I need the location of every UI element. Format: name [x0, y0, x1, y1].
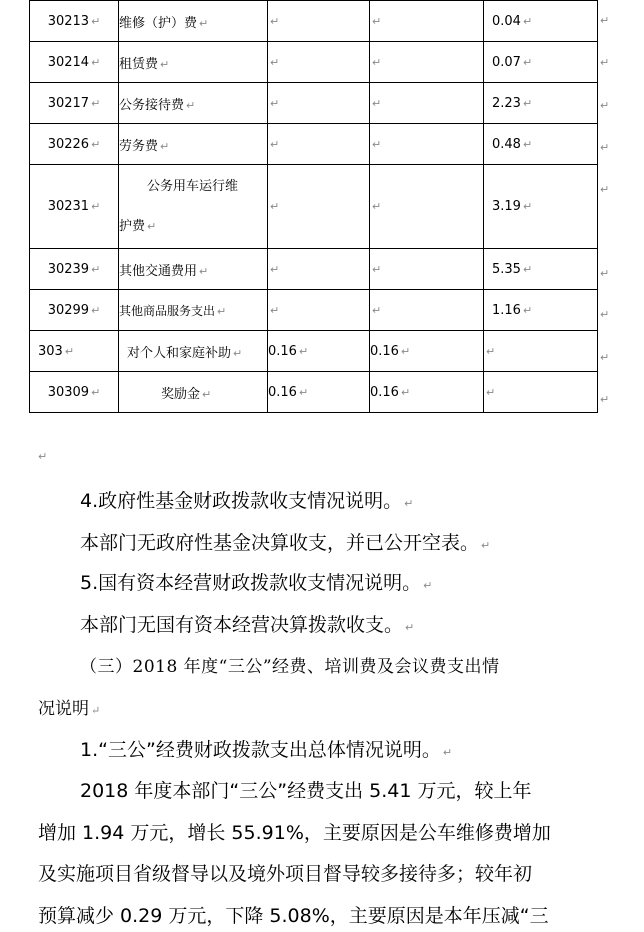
row-end-mark: ↵	[600, 14, 610, 27]
table-row	[30, 372, 598, 413]
table-row	[30, 249, 598, 290]
name-line-1: 公务用车运行维	[147, 178, 239, 194]
paragraph-line: 及实施项目省级督导以及境外项目督导较多接待多；较年初	[38, 863, 533, 885]
table-cell-name: 其他交通费用 ↵	[119, 249, 268, 290]
paragraph-line: 增加 1.94 万元，增长 55.91%，主要原因是公车维修费增加	[38, 822, 551, 844]
table-cell-code: 30309 ↵	[30, 372, 119, 413]
table-cell-value: 0.04 ↵	[484, 1, 598, 42]
table-cell-value: 0.48 ↵	[484, 124, 598, 165]
table-cell: ↵	[370, 165, 484, 249]
row-end-mark: ↵	[600, 267, 610, 280]
table-row	[30, 83, 598, 124]
table-cell: ↵	[370, 83, 484, 124]
table-cell-value: 0.16 ↵	[268, 331, 370, 372]
name-line-2: 护费 ↵	[119, 218, 157, 234]
table-row	[30, 1, 598, 42]
row-end-mark: ↵	[600, 351, 610, 364]
table-cell: ↵	[370, 42, 484, 83]
table-row	[30, 124, 598, 165]
table-cell-code: 30217 ↵	[30, 83, 119, 124]
table-cell: ↵	[484, 331, 598, 372]
paragraph: 本部门无政府性基金决算收支，并已公开空表。 ↵	[80, 532, 491, 554]
table-cell-code: 303 ↵	[30, 331, 119, 372]
table-cell-code: 30214 ↵	[30, 42, 119, 83]
table-cell: ↵	[268, 290, 370, 331]
table-cell-code: 30299 ↵	[30, 290, 119, 331]
table-row	[30, 42, 598, 83]
paragraph: 5.国有资本经营财政拨款收支情况说明。 ↵	[80, 572, 433, 594]
table-cell-name: 劳务费 ↵	[119, 124, 268, 165]
table-cell: ↵	[370, 124, 484, 165]
table-cell: ↵	[268, 165, 370, 249]
table-row	[30, 165, 598, 249]
row-end-mark: ↵	[600, 99, 610, 112]
paragraph-line: 预算减少 0.29 万元，下降 5.08%，主要原因是本年压减“三	[38, 905, 549, 927]
table-cell-code: 30226 ↵	[30, 124, 119, 165]
row-end-mark: ↵	[600, 183, 610, 196]
paragraph: 本部门无国有资本经营决算拨款收支。 ↵	[80, 614, 415, 636]
paragraph: 4.政府性基金财政拨款收支情况说明。 ↵	[80, 490, 414, 512]
table-cell-value: 0.07 ↵	[484, 42, 598, 83]
table-cell-name: 公务接待费 ↵	[119, 83, 268, 124]
table-cell-value: 2.23 ↵	[484, 83, 598, 124]
table-cell-name: 奖励金 ↵	[119, 372, 268, 413]
table-cell-value: 3.19 ↵	[484, 165, 598, 249]
table-cell-name: 维修（护）费 ↵	[119, 1, 268, 42]
table-cell: ↵	[370, 1, 484, 42]
table-cell-name: 对个人和家庭补助 ↵	[119, 331, 268, 372]
section-heading: （三）2018 年度“三公”经费、培训费及会议费支出情	[80, 657, 500, 677]
budget-table	[29, 0, 598, 413]
table-cell: ↵	[370, 249, 484, 290]
row-end-mark: ↵	[600, 308, 610, 321]
section-heading-cont: 况说明 ↵	[38, 699, 101, 719]
table-cell-value: 0.16 ↵	[370, 331, 484, 372]
table-cell-value: 0.16 ↵	[370, 372, 484, 413]
table-cell-code: 30239 ↵	[30, 249, 119, 290]
table-cell-name: 租赁费 ↵	[119, 42, 268, 83]
table-cell: ↵	[268, 1, 370, 42]
table-cell-name	[119, 165, 268, 249]
table-cell: ↵	[268, 83, 370, 124]
table-row	[30, 331, 598, 372]
paragraph: 1.“三公”经费财政拨款支出总体情况说明。 ↵	[80, 739, 453, 761]
table-row	[30, 290, 598, 331]
paragraph-mark: ↵	[38, 450, 48, 463]
paragraph-line: 2018 年度本部门“三公”经费支出 5.41 万元，较上年	[80, 780, 532, 802]
row-end-mark: ↵	[600, 393, 610, 406]
table-cell: ↵	[268, 42, 370, 83]
table-cell-value: 0.16 ↵	[268, 372, 370, 413]
table-cell-name: 其他商品服务支出 ↵	[119, 290, 268, 331]
table-cell-value: 1.16 ↵	[484, 290, 598, 331]
table-cell: ↵	[268, 249, 370, 290]
row-end-mark: ↵	[600, 56, 610, 69]
table-cell: ↵	[370, 290, 484, 331]
table-cell: ↵	[484, 372, 598, 413]
table-cell-code: 30231 ↵	[30, 165, 119, 249]
table-cell: ↵	[268, 124, 370, 165]
table-cell-code: 30213 ↵	[30, 1, 119, 42]
table-cell-value: 5.35 ↵	[484, 249, 598, 290]
row-end-mark: ↵	[600, 141, 610, 154]
